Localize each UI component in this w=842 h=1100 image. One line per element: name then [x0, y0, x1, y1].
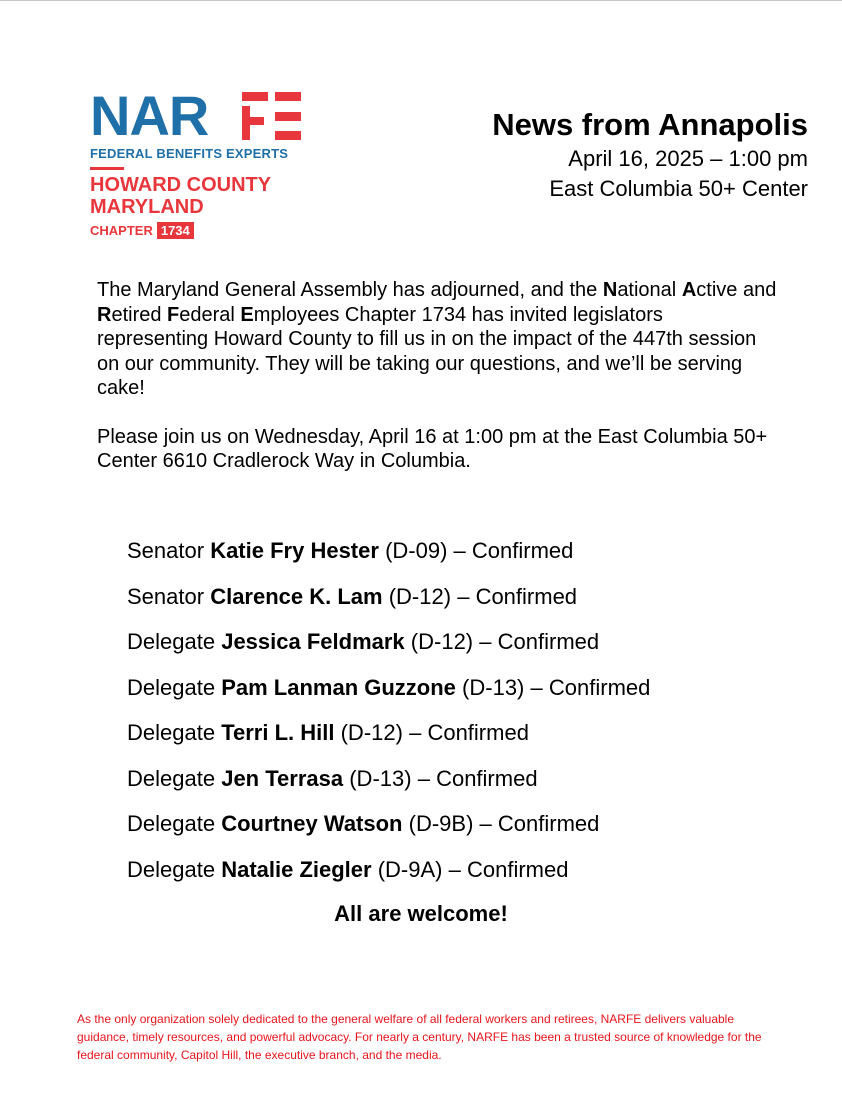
attendee-status: Confirmed: [497, 811, 600, 836]
acronym-initial: A: [681, 279, 697, 301]
logo-chapter-label: CHAPTER: [90, 223, 153, 238]
page-top-border: [0, 0, 842, 1]
attendee-name: Katie Fry Hester: [210, 538, 379, 563]
event-header: [492, 106, 808, 204]
page-title: News from Annapolis: [492, 107, 808, 142]
logo-chapter-number: 1734: [157, 222, 194, 239]
attendee-dash: –: [479, 811, 492, 836]
attendee-title: Delegate: [127, 720, 216, 745]
logo-fe-stripes: [242, 92, 302, 142]
footer-mission-statement: As the only organization solely dedicated to the general welfare of all federal workers and retirees, NARFE delivers valuable guidance, timely resources, and powerful advocacy. For nearly a century, NARFE has been a trusted source of knowledge for the federal community, Capitol Hill, the executive branch, and the media.: [77, 1012, 762, 1062]
attendee-district: (D-9B): [408, 811, 474, 836]
attendee-list: [127, 536, 807, 900]
event-date-time: April 16, 2025 – 1:00 pm: [568, 146, 808, 171]
logo-chapter: [90, 222, 194, 239]
attendee-dash: –: [409, 720, 422, 745]
intro-paragraph-1: [97, 278, 777, 401]
logo-tagline: FEDERAL BENEFITS EXPERTS: [90, 146, 289, 161]
attendee-name: Jen Terrasa: [221, 765, 344, 791]
attendee-name: Courtney Watson: [221, 811, 403, 836]
narfe-logo: [90, 84, 320, 248]
attendee-dash: –: [453, 538, 466, 563]
acronym-initial: R: [97, 303, 112, 326]
logo-wordmark-nar: NAR: [90, 84, 209, 147]
attendee-dash: –: [417, 765, 430, 791]
attendee-item: [127, 855, 807, 901]
attendee-title: Senator: [127, 583, 205, 609]
attendee-item: [127, 627, 807, 673]
intro-paragraph-2: Please join us on Wednesday, April 16 at 1:00 pm at the East Columbia 50+ Center 6610 Cradlerock Way in Columbia.: [97, 425, 768, 472]
acronym-initial: F: [167, 303, 180, 326]
acronym-initial: N: [602, 279, 618, 301]
logo-wordmark: [90, 84, 209, 147]
acronym-initial: E: [240, 303, 254, 326]
attendee-status: Confirmed: [475, 583, 578, 609]
attendee-title: Senator: [127, 538, 205, 563]
attendee-title: Delegate: [127, 674, 216, 700]
attendee-name: Jessica Feldmark: [221, 629, 405, 654]
attendee-item: [127, 809, 807, 855]
attendee-status: Confirmed: [471, 538, 574, 563]
attendee-status: Confirmed: [548, 674, 651, 700]
attendee-name: Pam Lanman Guzzone: [221, 674, 456, 700]
attendee-name: Clarence K. Lam: [210, 583, 383, 609]
logo-county-line2: MARYLAND: [90, 196, 204, 218]
attendee-item: [127, 536, 807, 582]
attendee-district: (D-13): [349, 765, 412, 791]
intro-text-run: The Maryland General Assembly has adjourned, and the: [97, 279, 603, 301]
logo-county-line1: HOWARD COUNTY: [90, 174, 272, 196]
attendee-district: (D-09): [385, 538, 448, 563]
attendee-title: Delegate: [127, 765, 216, 791]
attendee-district: (D-12): [340, 720, 403, 745]
attendee-dash: –: [448, 856, 461, 882]
logo-county: [90, 174, 271, 218]
intro-text-run: ctive and: [696, 279, 777, 301]
attendee-title: Delegate: [127, 811, 216, 836]
intro-text-run: ederal: [179, 303, 241, 326]
attendee-status: Confirmed: [497, 629, 600, 654]
attendee-item: [127, 673, 807, 719]
event-location: East Columbia 50+ Center: [549, 176, 808, 201]
attendee-district: (D-12): [388, 583, 452, 609]
attendee-status: Confirmed: [427, 720, 529, 745]
attendee-status: Confirmed: [467, 856, 569, 882]
attendee-item: [127, 764, 807, 810]
attendee-title: Delegate: [127, 856, 216, 882]
intro-text-run: etired: [111, 303, 168, 326]
intro-text: [97, 278, 777, 474]
logo-divider: [90, 167, 124, 170]
attendee-name: Natalie Ziegler: [221, 856, 372, 882]
intro-text-run: ational: [617, 279, 682, 301]
attendee-title: Delegate: [127, 629, 216, 654]
attendee-dash: –: [530, 674, 543, 700]
attendee-name: Terri L. Hill: [221, 720, 335, 745]
attendee-district: (D-12): [410, 629, 474, 654]
attendee-item: [127, 718, 807, 764]
attendee-district: (D-9A): [377, 856, 443, 882]
attendee-dash: –: [479, 629, 492, 654]
attendee-status: Confirmed: [436, 765, 538, 791]
attendee-item: [127, 582, 807, 628]
attendee-dash: –: [457, 583, 470, 609]
attendee-district: (D-13): [462, 674, 525, 700]
intro-text-run: mployees Chapter 1734 has invited legislators representing Howard County to fill us in on the impact of the 447th session on our community. They will be taking our questions, and we’ll be serving cake!: [97, 303, 757, 399]
welcome-message: All are welcome!: [334, 901, 508, 926]
